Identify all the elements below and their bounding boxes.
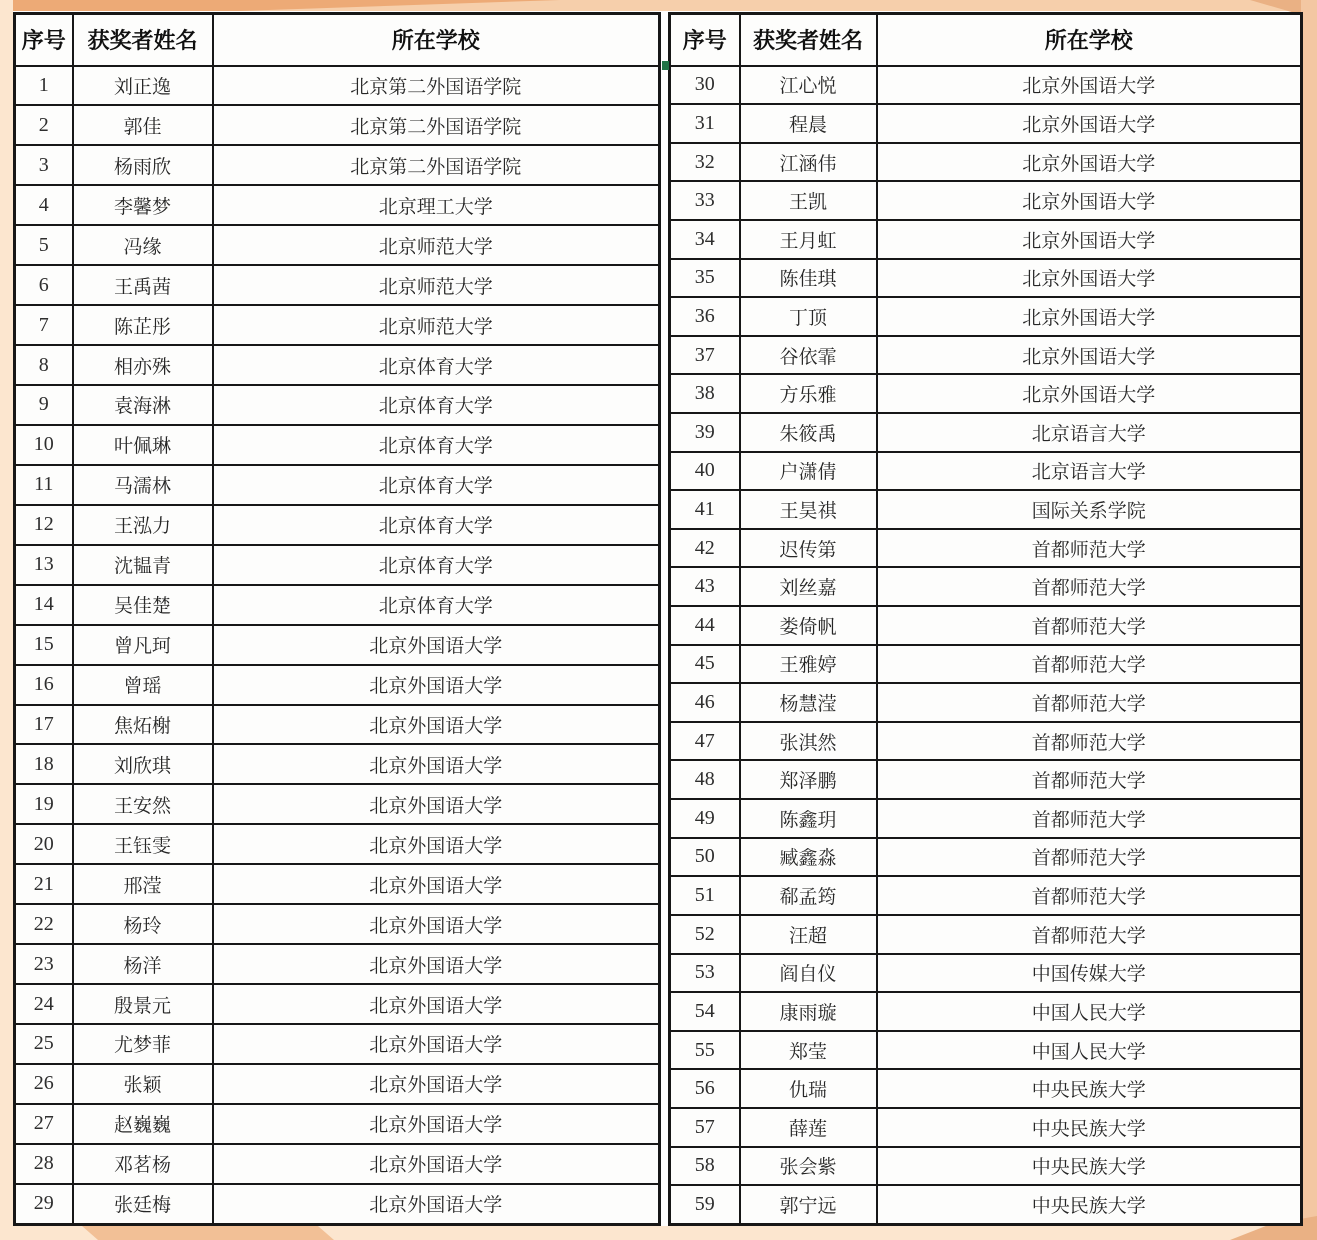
table-row xyxy=(15,1184,660,1225)
cell-school: 北京外国语大学 xyxy=(213,944,660,984)
winners-table-right xyxy=(668,12,1303,1226)
cell-no: 52 xyxy=(670,915,740,954)
cell-name: 陈芷彤 xyxy=(73,305,213,345)
cell-school: 首都师范大学 xyxy=(877,838,1302,877)
cell-name: 王钰雯 xyxy=(73,824,213,864)
table-row xyxy=(670,992,1302,1031)
cell-school: 北京外国语大学 xyxy=(877,220,1302,259)
cell-no: 34 xyxy=(670,220,740,259)
cell-no: 58 xyxy=(670,1147,740,1186)
cell-name: 薛莲 xyxy=(740,1108,877,1147)
table-row xyxy=(670,1069,1302,1108)
cell-school: 首都师范大学 xyxy=(877,683,1302,722)
cell-no: 27 xyxy=(15,1104,73,1144)
cell-name: 郗孟筠 xyxy=(740,876,877,915)
cell-no: 28 xyxy=(15,1144,73,1184)
cell-name: 王凯 xyxy=(740,181,877,220)
table-row xyxy=(670,336,1302,375)
table-row xyxy=(670,66,1302,105)
cell-name: 陈佳琪 xyxy=(740,259,877,298)
cell-school: 北京体育大学 xyxy=(213,385,660,425)
cell-school: 北京外国语大学 xyxy=(877,259,1302,298)
table-row xyxy=(15,665,660,705)
table-row xyxy=(15,984,660,1024)
cell-no: 19 xyxy=(15,784,73,824)
cell-school: 中国传媒大学 xyxy=(877,954,1302,993)
cell-no: 42 xyxy=(670,529,740,568)
cell-school: 首都师范大学 xyxy=(877,645,1302,684)
cell-school: 北京第二外国语学院 xyxy=(213,66,660,106)
table-row xyxy=(15,305,660,345)
cell-school: 北京外国语大学 xyxy=(213,984,660,1024)
table-row xyxy=(670,220,1302,259)
cell-no: 40 xyxy=(670,452,740,491)
cell-no: 21 xyxy=(15,864,73,904)
header-school: 所在学校 xyxy=(213,14,660,66)
cell-school: 北京外国语大学 xyxy=(213,1064,660,1104)
cell-school: 中央民族大学 xyxy=(877,1185,1302,1224)
frame-right-strip xyxy=(1301,0,1317,1240)
cell-name: 朱筱禹 xyxy=(740,413,877,452)
cell-no: 57 xyxy=(670,1108,740,1147)
cell-name: 王泓力 xyxy=(73,505,213,545)
table-row xyxy=(15,944,660,984)
table-row xyxy=(15,545,660,585)
header-no: 序号 xyxy=(15,14,73,66)
cell-no: 10 xyxy=(15,425,73,465)
cell-name: 刘正逸 xyxy=(73,66,213,106)
table-row xyxy=(670,606,1302,645)
table-row xyxy=(15,105,660,145)
cell-no: 22 xyxy=(15,904,73,944)
table-row xyxy=(670,259,1302,298)
cell-no: 5 xyxy=(15,225,73,265)
cell-name: 王月虹 xyxy=(740,220,877,259)
cell-school: 北京外国语大学 xyxy=(213,625,660,665)
cell-school: 北京外国语大学 xyxy=(213,665,660,705)
table-row xyxy=(15,225,660,265)
table-row xyxy=(670,683,1302,722)
cell-name: 张颖 xyxy=(73,1064,213,1104)
cell-school: 首都师范大学 xyxy=(877,915,1302,954)
table-row xyxy=(15,1024,660,1064)
cell-no: 51 xyxy=(670,876,740,915)
cell-school: 首都师范大学 xyxy=(877,722,1302,761)
winners-table-left xyxy=(13,12,661,1226)
cell-name: 郭宁远 xyxy=(740,1185,877,1224)
table-row xyxy=(15,585,660,625)
table-row xyxy=(670,143,1302,182)
cell-school: 北京师范大学 xyxy=(213,305,660,345)
table-row xyxy=(670,838,1302,877)
table-row xyxy=(670,799,1302,838)
cell-name: 阎自仪 xyxy=(740,954,877,993)
cell-no: 55 xyxy=(670,1031,740,1070)
cell-name: 郑泽鹏 xyxy=(740,760,877,799)
cell-no: 38 xyxy=(670,374,740,413)
cell-school: 首都师范大学 xyxy=(877,529,1302,568)
table-row xyxy=(670,181,1302,220)
cell-school: 北京师范大学 xyxy=(213,265,660,305)
cell-name: 袁海淋 xyxy=(73,385,213,425)
cell-no: 26 xyxy=(15,1064,73,1104)
cell-no: 23 xyxy=(15,944,73,984)
cell-name: 刘丝嘉 xyxy=(740,567,877,606)
cell-school: 中国人民大学 xyxy=(877,1031,1302,1070)
cell-name: 程晨 xyxy=(740,104,877,143)
header-row xyxy=(15,14,660,66)
table-row xyxy=(670,954,1302,993)
cell-school: 北京外国语大学 xyxy=(213,824,660,864)
cell-name: 吴佳楚 xyxy=(73,585,213,625)
cell-no: 29 xyxy=(15,1184,73,1225)
cell-school: 北京外国语大学 xyxy=(213,744,660,784)
cell-no: 9 xyxy=(15,385,73,425)
table-row xyxy=(15,784,660,824)
cell-no: 16 xyxy=(15,665,73,705)
table-row xyxy=(15,1064,660,1104)
cell-school: 首都师范大学 xyxy=(877,799,1302,838)
cell-no: 36 xyxy=(670,297,740,336)
table-row xyxy=(15,904,660,944)
cell-name: 郭佳 xyxy=(73,105,213,145)
cell-no: 20 xyxy=(15,824,73,864)
cell-no: 8 xyxy=(15,345,73,385)
cell-name: 李馨梦 xyxy=(73,185,213,225)
cell-no: 15 xyxy=(15,625,73,665)
table-row xyxy=(670,645,1302,684)
header-school: 所在学校 xyxy=(877,14,1302,66)
header-name: 获奖者姓名 xyxy=(740,14,877,66)
table-row xyxy=(670,1031,1302,1070)
cell-school: 北京体育大学 xyxy=(213,585,660,625)
cell-name: 焦炻榭 xyxy=(73,705,213,745)
cell-no: 17 xyxy=(15,705,73,745)
cell-school: 北京外国语大学 xyxy=(877,181,1302,220)
table-row xyxy=(670,876,1302,915)
frame-bottom-wedge xyxy=(82,1226,334,1240)
table-row xyxy=(15,345,660,385)
cell-school: 北京外国语大学 xyxy=(877,143,1302,182)
cell-no: 48 xyxy=(670,760,740,799)
cell-school: 北京外国语大学 xyxy=(877,104,1302,143)
cell-name: 刘欣琪 xyxy=(73,744,213,784)
cell-name: 杨洋 xyxy=(73,944,213,984)
cell-name: 谷依霏 xyxy=(740,336,877,375)
cell-name: 张廷梅 xyxy=(73,1184,213,1225)
cell-no: 33 xyxy=(670,181,740,220)
table-row xyxy=(670,760,1302,799)
cell-no: 49 xyxy=(670,799,740,838)
cell-name: 杨玲 xyxy=(73,904,213,944)
cell-school: 北京外国语大学 xyxy=(213,1184,660,1225)
cell-name: 王禹茜 xyxy=(73,265,213,305)
cell-school: 北京体育大学 xyxy=(213,545,660,585)
cell-school: 北京外国语大学 xyxy=(213,1024,660,1064)
cell-school: 首都师范大学 xyxy=(877,760,1302,799)
header-no: 序号 xyxy=(670,14,740,66)
table-row xyxy=(670,567,1302,606)
cell-name: 杨雨欣 xyxy=(73,145,213,185)
table-row xyxy=(15,465,660,505)
cell-no: 35 xyxy=(670,259,740,298)
cell-school: 北京第二外国语学院 xyxy=(213,145,660,185)
cell-school: 北京外国语大学 xyxy=(877,297,1302,336)
cell-no: 53 xyxy=(670,954,740,993)
cell-name: 殷景元 xyxy=(73,984,213,1024)
cell-school: 首都师范大学 xyxy=(877,567,1302,606)
cell-name: 户潇倩 xyxy=(740,452,877,491)
cell-no: 56 xyxy=(670,1069,740,1108)
cell-no: 32 xyxy=(670,143,740,182)
cell-school: 中央民族大学 xyxy=(877,1108,1302,1147)
cell-name: 张淇然 xyxy=(740,722,877,761)
cell-name: 曾凡珂 xyxy=(73,625,213,665)
cell-school: 北京体育大学 xyxy=(213,345,660,385)
cell-name: 江涵伟 xyxy=(740,143,877,182)
cell-school: 北京外国语大学 xyxy=(213,864,660,904)
cell-name: 王昊祺 xyxy=(740,490,877,529)
header-row xyxy=(670,14,1302,66)
cell-no: 11 xyxy=(15,465,73,505)
table-row xyxy=(15,145,660,185)
table-row xyxy=(670,490,1302,529)
cell-name: 汪超 xyxy=(740,915,877,954)
cell-name: 相亦殊 xyxy=(73,345,213,385)
table-row xyxy=(670,1147,1302,1186)
cell-name: 尤梦菲 xyxy=(73,1024,213,1064)
cell-name: 方乐雅 xyxy=(740,374,877,413)
cell-name: 王安然 xyxy=(73,784,213,824)
cell-name: 沈韫青 xyxy=(73,545,213,585)
cell-no: 30 xyxy=(670,66,740,105)
cell-no: 37 xyxy=(670,336,740,375)
cell-name: 赵巍巍 xyxy=(73,1104,213,1144)
header-name: 获奖者姓名 xyxy=(73,14,213,66)
cell-name: 康雨璇 xyxy=(740,992,877,1031)
cell-school: 北京外国语大学 xyxy=(877,66,1302,105)
table-row xyxy=(670,915,1302,954)
cell-school: 北京外国语大学 xyxy=(877,374,1302,413)
cell-name: 迟传第 xyxy=(740,529,877,568)
table-row xyxy=(15,744,660,784)
table-row xyxy=(15,425,660,465)
cell-school: 北京体育大学 xyxy=(213,425,660,465)
cell-no: 25 xyxy=(15,1024,73,1064)
cell-school: 北京体育大学 xyxy=(213,505,660,545)
cell-no: 12 xyxy=(15,505,73,545)
cell-no: 7 xyxy=(15,305,73,345)
cell-no: 31 xyxy=(670,104,740,143)
cell-no: 50 xyxy=(670,838,740,877)
cell-school: 北京语言大学 xyxy=(877,452,1302,491)
cell-name: 邓茗杨 xyxy=(73,1144,213,1184)
cell-no: 4 xyxy=(15,185,73,225)
cell-school: 北京师范大学 xyxy=(213,225,660,265)
cell-name: 曾瑶 xyxy=(73,665,213,705)
table-row xyxy=(15,864,660,904)
cell-name: 郑莹 xyxy=(740,1031,877,1070)
table-row xyxy=(15,625,660,665)
cell-name: 杨慧滢 xyxy=(740,683,877,722)
table-row xyxy=(670,452,1302,491)
cell-school: 北京第二外国语学院 xyxy=(213,105,660,145)
cell-no: 14 xyxy=(15,585,73,625)
cell-name: 叶佩琳 xyxy=(73,425,213,465)
cell-school: 中央民族大学 xyxy=(877,1147,1302,1186)
cell-school: 北京外国语大学 xyxy=(213,705,660,745)
table-row xyxy=(670,297,1302,336)
cell-no: 43 xyxy=(670,567,740,606)
table-row xyxy=(670,1185,1302,1224)
cell-no: 46 xyxy=(670,683,740,722)
cell-school: 首都师范大学 xyxy=(877,876,1302,915)
cell-no: 3 xyxy=(15,145,73,185)
table-row xyxy=(15,505,660,545)
cell-school: 北京外国语大学 xyxy=(213,904,660,944)
frame-left-strip xyxy=(0,0,13,1240)
cell-no: 6 xyxy=(15,265,73,305)
cell-school: 北京外国语大学 xyxy=(877,336,1302,375)
table-row xyxy=(15,385,660,425)
table-row xyxy=(670,722,1302,761)
cell-school: 北京理工大学 xyxy=(213,185,660,225)
cell-name: 陈鑫玥 xyxy=(740,799,877,838)
table-row xyxy=(670,374,1302,413)
table-row xyxy=(15,705,660,745)
cell-name: 张会紫 xyxy=(740,1147,877,1186)
cell-no: 39 xyxy=(670,413,740,452)
cell-school: 北京外国语大学 xyxy=(213,1144,660,1184)
selection-fill-handle[interactable] xyxy=(662,61,669,70)
cell-name: 丁顶 xyxy=(740,297,877,336)
cell-no: 44 xyxy=(670,606,740,645)
cell-no: 18 xyxy=(15,744,73,784)
table-row xyxy=(15,185,660,225)
table-row xyxy=(670,529,1302,568)
cell-name: 邢滢 xyxy=(73,864,213,904)
table-row xyxy=(15,265,660,305)
table-row xyxy=(670,104,1302,143)
cell-no: 24 xyxy=(15,984,73,1024)
table-row xyxy=(670,1108,1302,1147)
cell-no: 47 xyxy=(670,722,740,761)
cell-no: 2 xyxy=(15,105,73,145)
cell-name: 马濡林 xyxy=(73,465,213,505)
cell-no: 59 xyxy=(670,1185,740,1224)
cell-name: 仇瑞 xyxy=(740,1069,877,1108)
cell-no: 13 xyxy=(15,545,73,585)
cell-no: 54 xyxy=(670,992,740,1031)
cell-school: 北京外国语大学 xyxy=(213,784,660,824)
cell-school: 首都师范大学 xyxy=(877,606,1302,645)
cell-school: 北京体育大学 xyxy=(213,465,660,505)
cell-school: 中央民族大学 xyxy=(877,1069,1302,1108)
table-row xyxy=(15,824,660,864)
cell-no: 1 xyxy=(15,66,73,106)
cell-school: 国际关系学院 xyxy=(877,490,1302,529)
cell-school: 中国人民大学 xyxy=(877,992,1302,1031)
table-row xyxy=(670,413,1302,452)
cell-name: 娄倚帆 xyxy=(740,606,877,645)
cell-name: 王雅婷 xyxy=(740,645,877,684)
cell-name: 冯缘 xyxy=(73,225,213,265)
table-row xyxy=(15,66,660,106)
cell-school: 北京语言大学 xyxy=(877,413,1302,452)
table-row xyxy=(15,1144,660,1184)
cell-name: 江心悦 xyxy=(740,66,877,105)
cell-no: 45 xyxy=(670,645,740,684)
cell-name: 臧鑫淼 xyxy=(740,838,877,877)
table-row xyxy=(15,1104,660,1144)
cell-no: 41 xyxy=(670,490,740,529)
cell-school: 北京外国语大学 xyxy=(213,1104,660,1144)
